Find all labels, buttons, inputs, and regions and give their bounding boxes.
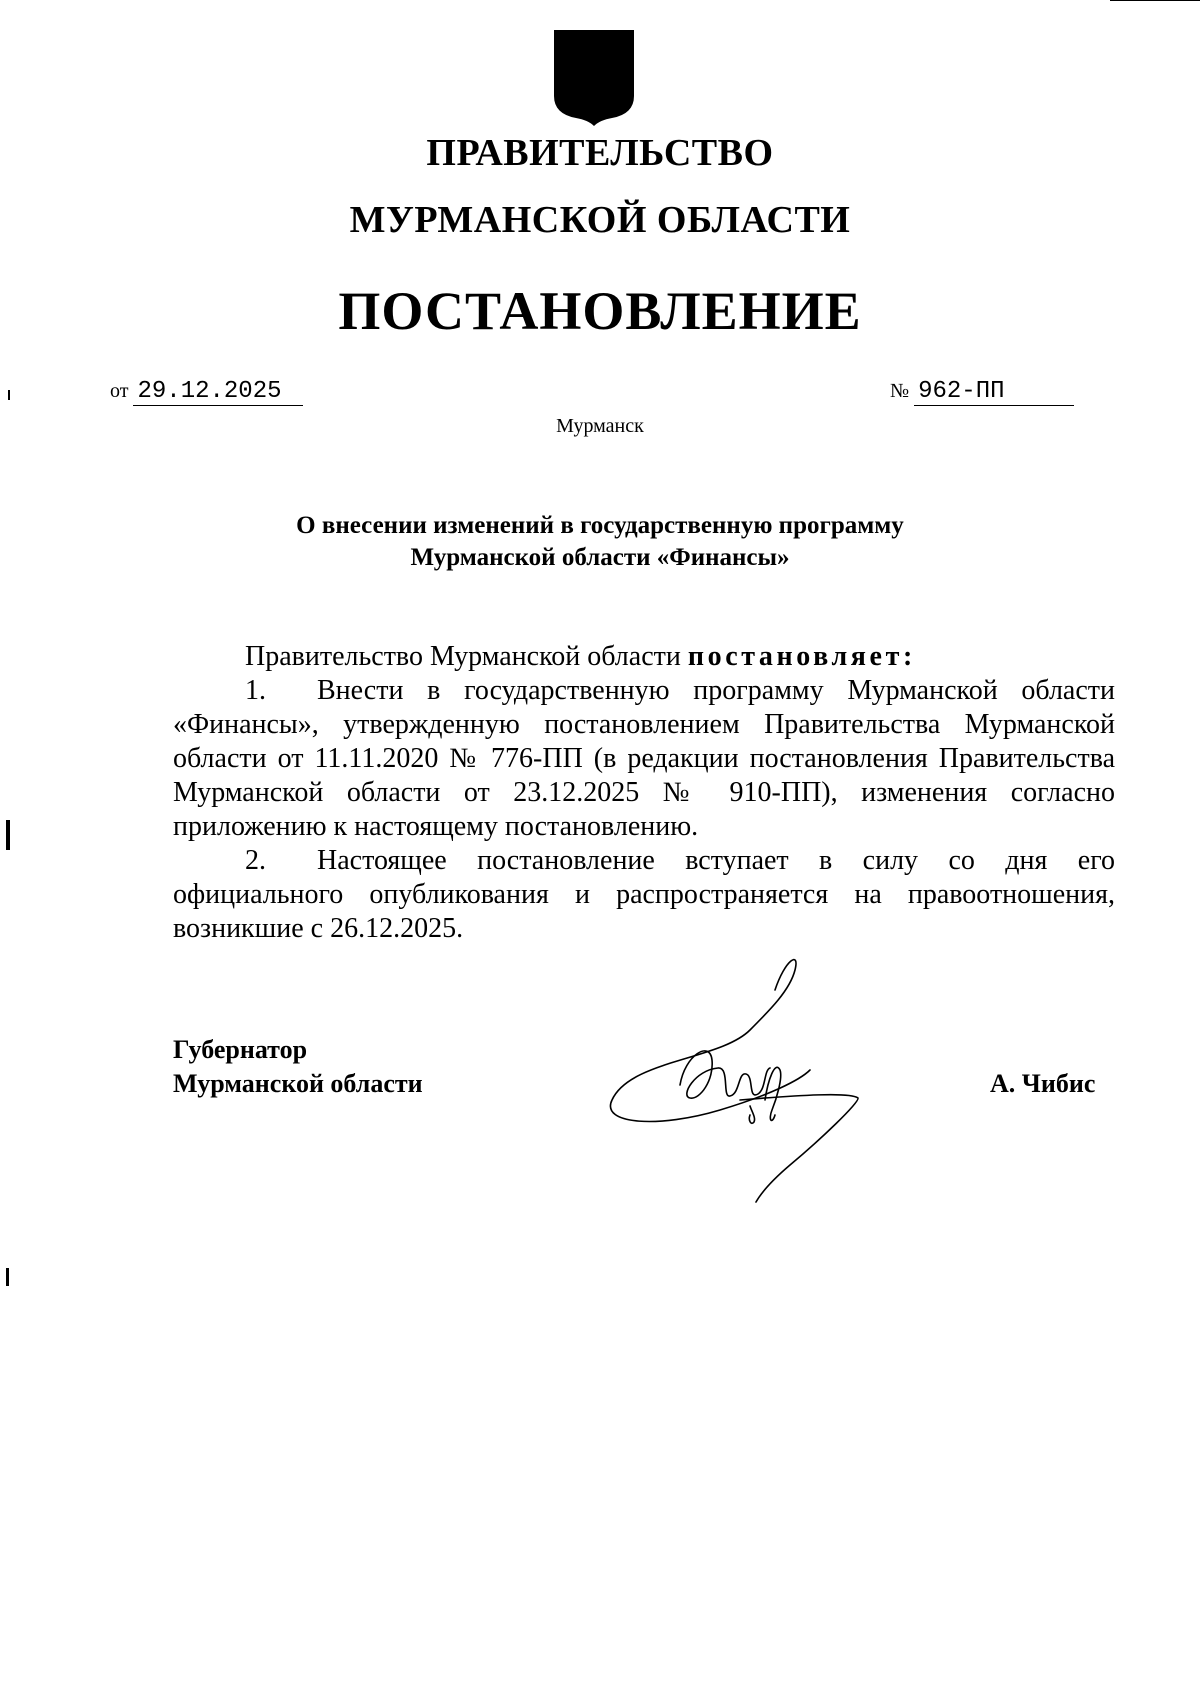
city-name: Мурманск [556,415,644,437]
list-item [173,844,1115,946]
title-line1: О внесении изменений в государственную программу [296,512,904,539]
document-title [0,510,1200,574]
item-number: 2. [245,845,266,876]
item-text: Внести в государственную программу Мурманской области «Финансы», утвержденную постановлением Правительства Мурманской области от 11.11.2020 № 776-ПП (в редакции постановления Правительства Мурманской области от 23.12.2025 № 910-ПП), изменения согласно приложению к настоящему постановлению. [173,675,1115,842]
number-value: 962-ПП [914,380,1074,406]
organization-name-line1: ПРАВИТЕЛЬСТВО [426,132,774,174]
scan-artifact [6,1268,9,1286]
scan-artifact [8,390,10,400]
signer-position-line1: Губернатор [173,1035,308,1064]
handwritten-signature-icon [600,950,900,1210]
scan-artifact [6,820,10,850]
date-value: 29.12.2025 [133,380,303,406]
signer-name: А. Чибис [990,1069,1096,1098]
item-text: Настоящее постановление вступает в силу со дня его официального опубликования и распространяется на правоотношения, возникшие с 26.12.2025. [173,845,1115,944]
item-number: 1. [245,675,266,706]
date-prefix: от [110,380,129,402]
title-line2: Мурманской области «Финансы» [410,544,790,571]
intro-text: Правительство Мурманской области [245,641,688,672]
organization-name-line2: МУРМАНСКОЙ ОБЛАСТИ [349,199,851,241]
intro-paragraph [173,640,1115,674]
list-item [173,674,1115,844]
document-type-heading: ПОСТАНОВЛЕНИЕ [338,281,862,341]
document-date [110,380,303,406]
document-body [173,640,1115,946]
coat-of-arms-emblem-icon [554,30,634,126]
resolves-emphasis: постановляет: [687,641,916,672]
number-prefix: № [890,380,910,402]
signer-position-line2: Мурманской области [173,1069,423,1098]
document-number [890,380,1074,406]
signer-position [173,1033,423,1101]
scan-artifact [1110,0,1200,1]
